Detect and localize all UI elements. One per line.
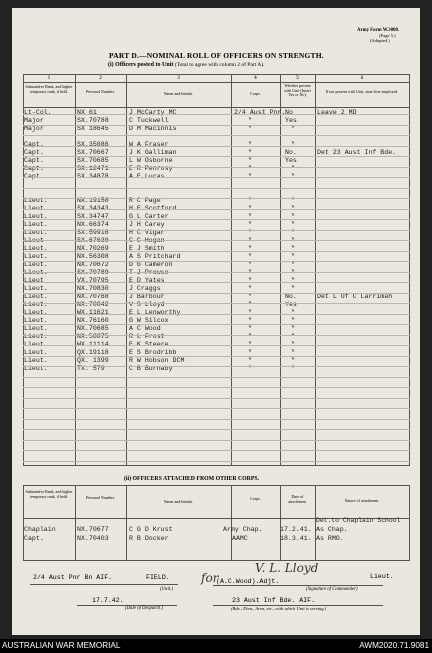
col-header-corps: Corps.	[250, 91, 261, 96]
cell-corps: "	[248, 173, 252, 180]
ruled-line	[23, 387, 410, 388]
cell-present: "	[291, 253, 295, 260]
cell-number: SX.70685	[77, 157, 109, 164]
ruled-line	[23, 356, 410, 357]
officers-table	[23, 74, 410, 466]
ruled-line	[23, 377, 410, 378]
cell-corps: "	[248, 357, 252, 364]
ruled-line	[23, 461, 410, 462]
cell-name: C Tuckwell	[129, 117, 169, 124]
cell-name: E J Smith	[129, 245, 165, 252]
ruled-line	[23, 177, 410, 178]
cell-rank: Lieut.	[24, 365, 48, 372]
col-header-name: Name and Initials.	[163, 499, 194, 504]
cell-rank: Major	[24, 125, 44, 132]
cell-present: "	[291, 269, 295, 276]
cell-nature: As RMO.	[316, 535, 344, 542]
cell-corps: "	[248, 165, 252, 172]
cell-number: SX.34878	[77, 173, 109, 180]
cell-name: A C Wood	[129, 325, 161, 332]
ruled-line	[23, 219, 410, 220]
col-header-number: Personal Number.	[86, 495, 115, 500]
cell-number: NX 61	[77, 109, 97, 116]
ruled-line	[23, 398, 410, 399]
cell-corps: "	[248, 213, 252, 220]
cell-number: SX.59916	[77, 229, 109, 236]
cell-corps: "	[248, 117, 252, 124]
cell-name: R W Hobson DCM	[129, 357, 185, 364]
ruled-line	[23, 303, 410, 304]
cell-rank: Lieut.	[24, 309, 48, 316]
ruled-line	[23, 440, 410, 441]
cell-name: E K Steere	[129, 341, 169, 348]
col-num: 3	[177, 76, 180, 81]
page-number: (Page 5.)	[379, 33, 396, 38]
cell-present: "	[291, 141, 295, 148]
attached-detail-row	[23, 517, 410, 525]
ruled-line	[23, 230, 410, 231]
cell-corps: "	[248, 293, 252, 300]
cell-present: "	[291, 237, 295, 244]
cell-present: Yes	[285, 117, 297, 124]
cell-present: No.	[285, 149, 297, 156]
cell-corps: "	[248, 237, 252, 244]
cell-name: C G D Krust	[129, 526, 173, 533]
table-row	[23, 526, 410, 534]
cell-rank: Major	[24, 117, 44, 124]
cell-number: NX.70269	[77, 245, 109, 252]
table-row	[23, 277, 410, 285]
cell-name: J Craggs	[129, 285, 161, 292]
for-word: for	[201, 571, 219, 585]
cell-name: A S Pritchard	[129, 253, 181, 260]
archive-reference: AWM2020.71.9081	[359, 641, 429, 650]
table-row	[23, 125, 410, 133]
cell-name: R L Frost	[129, 333, 165, 340]
cell-number: WX.11114	[77, 341, 109, 348]
ruled-line	[23, 198, 410, 199]
cell-name: G W Silcox	[129, 317, 169, 324]
cell-number: SX.70789	[77, 269, 109, 276]
signer-caption: (Signature of Commander)	[306, 587, 358, 592]
ruled-line	[23, 167, 410, 168]
cell-rank: Lieut.	[24, 349, 48, 356]
cell-corps: "	[248, 205, 252, 212]
cell-rank: Lieut.	[24, 317, 48, 324]
signature-rule	[213, 585, 383, 586]
cell-present: "	[291, 165, 295, 172]
cell-number: NX.19158	[77, 197, 109, 204]
cell-rank: Lieut.	[24, 205, 48, 212]
signer-rank: Lieut.	[370, 573, 394, 580]
ruled-line	[23, 345, 410, 346]
cell-rank: Lieut.	[24, 229, 48, 236]
cell-number: SX.35086	[77, 141, 109, 148]
cell-present: "	[291, 213, 295, 220]
cell-rank: Lieut.	[24, 261, 48, 268]
cell-name: W A Fraser	[129, 141, 169, 148]
table-row	[23, 245, 410, 253]
cell-name: H C Vigar	[129, 229, 165, 236]
cell-rank: Chaplain	[24, 526, 56, 533]
table-row	[23, 535, 410, 543]
table-row	[23, 293, 410, 301]
ruled-line	[23, 335, 410, 336]
cell-number: SX 18645	[77, 125, 109, 132]
cell-date: 18.3.41.	[280, 535, 312, 542]
unit-rule	[30, 584, 178, 585]
table-rule	[23, 107, 410, 108]
signer-name: (A.C.Wood).Adjt.	[216, 578, 280, 585]
part-title: PART D.—NOMINAL ROLL OF OFFICERS ON STRENGTH.	[109, 51, 324, 60]
cell-rank: Lieut.	[24, 333, 48, 340]
section-i-note: (Total to agree with column 2 of Part A).	[174, 62, 265, 68]
cell-name: D M Macinnis	[129, 125, 177, 132]
ruled-line	[23, 146, 410, 147]
cell-corps: "	[248, 197, 252, 204]
ruled-line	[23, 450, 410, 451]
col-header-nature: Nature of attachment.	[344, 498, 380, 503]
ruled-line	[23, 314, 410, 315]
table-rule	[23, 74, 410, 75]
table-row	[23, 157, 410, 165]
cell-present: "	[291, 229, 295, 236]
cell-rank: Lieut.	[24, 269, 48, 276]
cell-number: SX.70788	[77, 117, 109, 124]
cell-number: VX.70795	[77, 277, 109, 284]
cell-corps: "	[248, 285, 252, 292]
unit-name: 2/4 Aust Pnr Bn AIF.	[33, 574, 113, 581]
cell-number: NX.70403	[77, 535, 109, 542]
cell-name: V S Lloyd	[129, 301, 165, 308]
cell-present: "	[291, 325, 295, 332]
cell-rank: Capt.	[24, 141, 44, 148]
col-num: 4	[254, 76, 257, 81]
cell-number: QX. 1399	[77, 357, 109, 364]
table-row	[23, 221, 410, 229]
cell-name: D G Cameron	[129, 261, 173, 268]
cell-number: NX.70830	[77, 285, 109, 292]
cell-corps: 2/4 Aust Pnr.	[234, 109, 286, 116]
adapted-label: (Adapted.)	[370, 38, 390, 43]
ruled-line	[23, 282, 410, 283]
table-rule	[23, 465, 410, 466]
cell-rank: Lieut.	[24, 197, 48, 204]
cell-rank: Capt.	[24, 165, 44, 172]
cell-present: Yes	[285, 301, 297, 308]
formation-caption: (Bde., Divn., Area, etc., with which Unit is serving.)	[231, 606, 327, 611]
table-row	[23, 357, 410, 365]
cell-number: NX.56308	[77, 253, 109, 260]
ruled-line	[23, 419, 410, 420]
cell-present: "	[291, 333, 295, 340]
cell-number: NX.70842	[77, 301, 109, 308]
ruled-line	[23, 261, 410, 262]
cell-nature-detail: Det.to Chaplain School	[316, 517, 401, 524]
cell-number: SX.34747	[77, 213, 109, 220]
cell-name: R B Docker	[129, 535, 169, 542]
section-ii-title: (ii) OFFICERS ATTACHED FROM OTHER CORPS.	[124, 476, 260, 482]
cell-corps: "	[248, 261, 252, 268]
archive-name: AUSTRALIAN WAR MEMORIAL	[2, 641, 121, 650]
cell-number: NX.58875	[77, 333, 109, 340]
cell-present: No.	[285, 293, 297, 300]
cell-corps: "	[248, 269, 252, 276]
cell-present: "	[291, 125, 295, 132]
table-row	[23, 269, 410, 277]
col-header-name: Name and Initials.	[163, 91, 194, 96]
col-header-date: Date of attachment.	[288, 494, 307, 504]
cell-present: "	[291, 285, 295, 292]
cell-present: "	[291, 309, 295, 316]
cell-corps: "	[248, 365, 252, 372]
col-num: 6	[360, 76, 364, 81]
col-header-present: Whether present with Unit (Insert Yes or No).	[284, 83, 311, 98]
cell-name: E S Brodribb	[129, 349, 177, 356]
cell-rank: Capt.	[24, 149, 44, 156]
table-row	[23, 261, 410, 269]
cell-number: SX.12471	[77, 165, 109, 172]
cell-name: C C Hogan	[129, 237, 165, 244]
date-caption: (Date of Despatch.)	[125, 606, 163, 611]
cell-name: J H Carey	[129, 221, 165, 228]
ruled-line	[23, 156, 410, 157]
col-header-rank: Substantive Rank, and higher temporary rank, if held.	[25, 84, 73, 94]
cell-rank: Lieut.	[24, 357, 48, 364]
cell-corps: "	[248, 245, 252, 252]
cell-number: NX.76160	[77, 317, 109, 324]
table-rule	[23, 485, 410, 486]
cell-present: Yes	[285, 157, 297, 164]
cell-number: NX.70768	[77, 293, 109, 300]
col-header-number: Personal Number.	[86, 89, 115, 94]
cell-number: NX.70677	[77, 526, 109, 533]
col-num: 2	[99, 76, 102, 81]
cell-present: "	[291, 357, 295, 364]
ruled-line	[23, 114, 410, 115]
form-number: Army Form W.3008.	[357, 28, 400, 33]
cell-rank: Lieut	[24, 237, 44, 244]
cell-rank: Lieut.	[24, 341, 48, 348]
cell-rank: Capt.	[24, 535, 44, 542]
cell-number: TX. 579	[77, 365, 105, 372]
ruled-line	[23, 209, 410, 210]
signature: V. L. Lloyd	[255, 561, 319, 575]
cell-name: J Barbour	[129, 293, 165, 300]
cell-name: H E Scotford	[129, 205, 177, 212]
cell-number: QX.19118	[77, 349, 109, 356]
cell-employed: Det 23 Aust Inf Bde.	[317, 149, 397, 156]
ruled-line	[23, 240, 410, 241]
ruled-line	[23, 293, 410, 294]
table-row	[23, 325, 410, 333]
cell-corps: "	[248, 141, 252, 148]
cell-number: WX.11621	[77, 309, 109, 316]
attached-table	[23, 485, 410, 561]
cell-rank: Lieut.	[24, 253, 48, 260]
cell-present: "	[291, 197, 295, 204]
cell-present: "	[291, 317, 295, 324]
ruled-line	[23, 125, 410, 126]
cell-number: NX.70685	[77, 325, 109, 332]
cell-present: "	[291, 173, 295, 180]
cell-corps: "	[248, 333, 252, 340]
cell-corps: "	[248, 253, 252, 260]
cell-present: "	[291, 261, 295, 268]
cell-corps: AAMC	[232, 535, 248, 542]
col-header-corps: Corps.	[250, 496, 261, 501]
cell-name: G L Carter	[129, 213, 169, 220]
cell-present: "	[291, 277, 295, 284]
cell-present: "	[291, 221, 295, 228]
table-rule	[23, 82, 410, 83]
ruled-line	[23, 366, 410, 367]
cell-number: NX.70672	[77, 261, 109, 268]
cell-corps: "	[248, 221, 252, 228]
cell-corps: Army Chap.	[223, 526, 263, 533]
cell-present: "	[291, 365, 295, 372]
ruled-line	[23, 429, 410, 430]
cell-corps: "	[248, 317, 252, 324]
archive-footer	[0, 639, 432, 653]
cell-corps: "	[248, 157, 252, 164]
ruled-line	[23, 408, 410, 409]
ruled-line	[23, 251, 410, 252]
cell-rank: Lieut.	[24, 325, 48, 332]
cell-name: C B Burnaby	[129, 365, 173, 372]
cell-corps: "	[248, 341, 252, 348]
cell-corps: "	[248, 229, 252, 236]
cell-rank: Lieut.	[24, 221, 48, 228]
table-row	[23, 237, 410, 245]
ruled-line	[23, 188, 410, 189]
cell-employed: Det L Of C Larrimah	[317, 293, 393, 300]
cell-name: E L Lenworthy	[129, 309, 181, 316]
cell-rank: Lieut	[24, 277, 44, 284]
unit-caption: (Unit.)	[160, 587, 173, 592]
cell-number: SX.34343	[77, 205, 109, 212]
cell-rank: Capt.	[24, 157, 44, 164]
cell-name: E R Penrosy	[129, 165, 173, 172]
cell-corps: "	[248, 301, 252, 308]
despatch-date: 17.7.42.	[92, 597, 124, 604]
cell-corps: "	[248, 325, 252, 332]
cell-number: SX.67630	[77, 237, 109, 244]
cell-name: J McCarty MC	[129, 109, 177, 116]
formation-name: 23 Aust Inf Bde. AIF.	[232, 597, 316, 604]
cell-present: "	[291, 349, 295, 356]
table-row	[23, 109, 410, 117]
col-header-employed: If not present with Unit, state how employed.	[325, 89, 399, 94]
col-num: 5	[296, 76, 299, 81]
table-rule	[23, 560, 410, 561]
cell-present: "	[291, 341, 295, 348]
cell-rank: Lieut.	[24, 213, 48, 220]
cell-name: L W Osborne	[129, 157, 173, 164]
cell-corps: "	[248, 125, 252, 132]
cell-date: 17.2.41.	[280, 526, 312, 533]
cell-present: "	[291, 205, 295, 212]
ruled-line	[23, 324, 410, 325]
cell-corps: "	[248, 309, 252, 316]
cell-corps: "	[248, 349, 252, 356]
table-row	[23, 253, 410, 261]
cell-present: "	[291, 245, 295, 252]
cell-name: R C Page	[129, 197, 161, 204]
cell-rank: Lieut.	[24, 301, 48, 308]
cell-rank: Lt-Col.	[24, 109, 52, 116]
cell-corps: "	[248, 149, 252, 156]
cell-nature: As Chap.	[316, 526, 348, 533]
field-location: FIELD.	[146, 574, 170, 581]
section-i-title-text: (i) Officers posted to Unit	[108, 62, 174, 68]
cell-rank: Lieut.	[24, 293, 48, 300]
cell-corps: "	[248, 277, 252, 284]
section-i-title	[108, 62, 264, 68]
cell-rank: Capt.	[24, 173, 44, 180]
cell-number: SX.70667	[77, 149, 109, 156]
cell-name: J K Galliman	[129, 149, 177, 156]
cell-present: No	[285, 109, 293, 116]
ruled-line	[23, 272, 410, 273]
cell-name: A E Lucas	[129, 173, 165, 180]
cell-rank: Lieut.	[24, 245, 48, 252]
cell-rank: Lieut.	[24, 285, 48, 292]
col-num: 1	[47, 76, 51, 81]
col-header-rank: Substantive Rank, and higher temporary rank, if held.	[25, 489, 73, 499]
cell-name: E D Yates	[129, 277, 165, 284]
cell-employed: Leave 2 MD	[317, 109, 357, 116]
cell-number: NX.66374	[77, 221, 109, 228]
ruled-line	[23, 135, 410, 136]
cell-name: T J Prowse	[129, 269, 169, 276]
